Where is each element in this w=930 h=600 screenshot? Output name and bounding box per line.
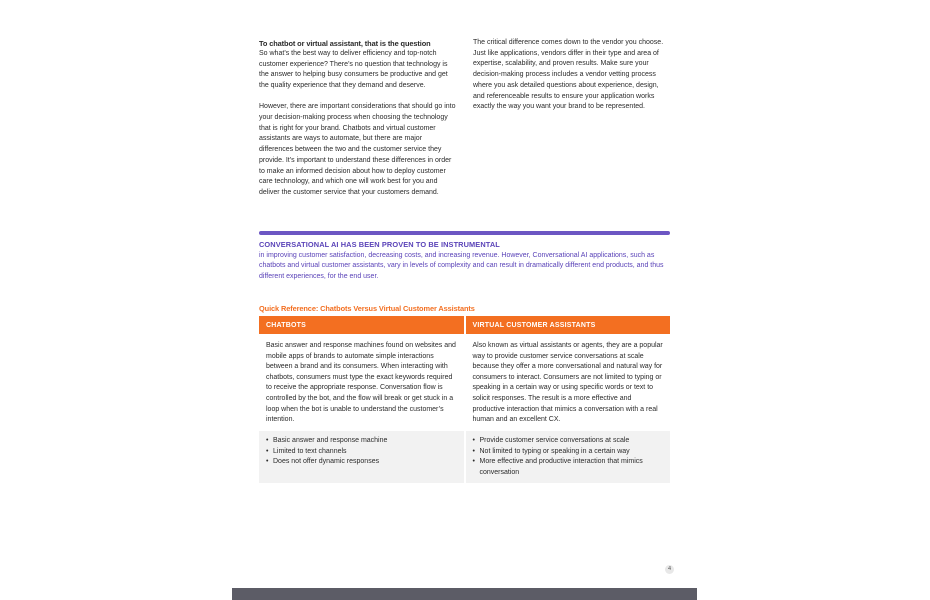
table-header-row xyxy=(259,316,670,334)
left-paragraph-1: So what’s the best way to deliver efficiency and top-notch customer experience? There’s no question that technology is the answer to helping busy consumers be productive and get the quality experience that they demand and deserve. xyxy=(259,50,448,90)
table-row xyxy=(259,334,670,431)
callout-block xyxy=(259,240,670,282)
list-item: • Not limited to typing or speaking in a certain way xyxy=(472,447,630,455)
header-chatbots: CHATBOTS xyxy=(259,316,465,334)
list-item: • Basic answer and response machine xyxy=(266,437,388,444)
quick-reference-title: Quick Reference: Chatbots Versus Virtual Customer Assistants xyxy=(259,304,475,313)
callout-body: in improving customer satisfaction, decreasing costs, and increasing revenue. However, Conversational AI applications, such as chatbots and virtual customer assistants, vary in levels of complexity and can result in dramatically different end products, and thus different experiences, for the end user. xyxy=(259,251,664,280)
left-paragraph-2: However, there are important considerations that should go into your decision-making process when choosing the technology that is right for your brand. Chatbots and virtual customer assistants are ways to automate, but there are major differences between the two and the customer service they provide. It’s important to understand these differences in order to make an informed decision about how to deploy customer care technology, and which one will work best for you and deliver the customer service that your customers demand. xyxy=(259,103,456,196)
header-virtual-assistants: VIRTUAL CUSTOMER ASSISTANTS xyxy=(465,316,671,334)
list-item: • Provide customer service conversations at scale xyxy=(472,437,630,444)
list-item: • Limited to text channels xyxy=(266,447,347,455)
virtual-assistants-bullet-list xyxy=(473,436,664,478)
section-heading: To chatbot or virtual assistant, that is the question xyxy=(259,39,431,48)
purple-divider xyxy=(259,231,670,235)
page-number: 4 xyxy=(665,565,674,574)
right-paragraph-1: The critical difference comes down to the vendor you choose. Just like applications, vendors differ in their type and area of expertise, scalability, and proven results. Make sure your decision-making process includes a vendor vetting process where you ask detailed questions about experience, design, and referenceable results to ensure your application works exactly the way you want your brand to be represented. xyxy=(473,39,664,111)
chatbots-description: Basic answer and response machines found on websites and mobile apps of brands to automate simple interactions between a brand and its consumers. When interacting with chatbots, consumers must type the exact keywords required to receive the appropriate response. Conversation flow is controlled by the bot, and the flow will break or get stuck in a loop when the bot is unable to understand the customer’s intention. xyxy=(259,334,465,431)
virtual-assistants-description: Also known as virtual assistants or agents, they are a popular way to provide customer service conversations at scale because they offer a more conversational and natural way for consumers to interact. Consumers are not limited to typing or speaking in a certain way or using specific words or text to solicit responses. The result is a more effective and productive interaction that mimics a conversation with a real human and an excellent CX. xyxy=(465,334,671,431)
document-page xyxy=(232,0,697,600)
table-row xyxy=(259,431,670,483)
chatbots-bullet-list xyxy=(266,436,457,468)
list-item: • More effective and productive interaction that mimics conversation xyxy=(472,458,643,476)
comparison-table xyxy=(259,316,670,483)
footer-bar xyxy=(232,588,697,600)
callout-title: CONVERSATIONAL AI HAS BEEN PROVEN TO BE INSTRUMENTAL xyxy=(259,240,500,249)
left-column xyxy=(259,38,458,199)
list-item: • Does not offer dynamic responses xyxy=(266,458,380,466)
right-column xyxy=(473,38,670,113)
